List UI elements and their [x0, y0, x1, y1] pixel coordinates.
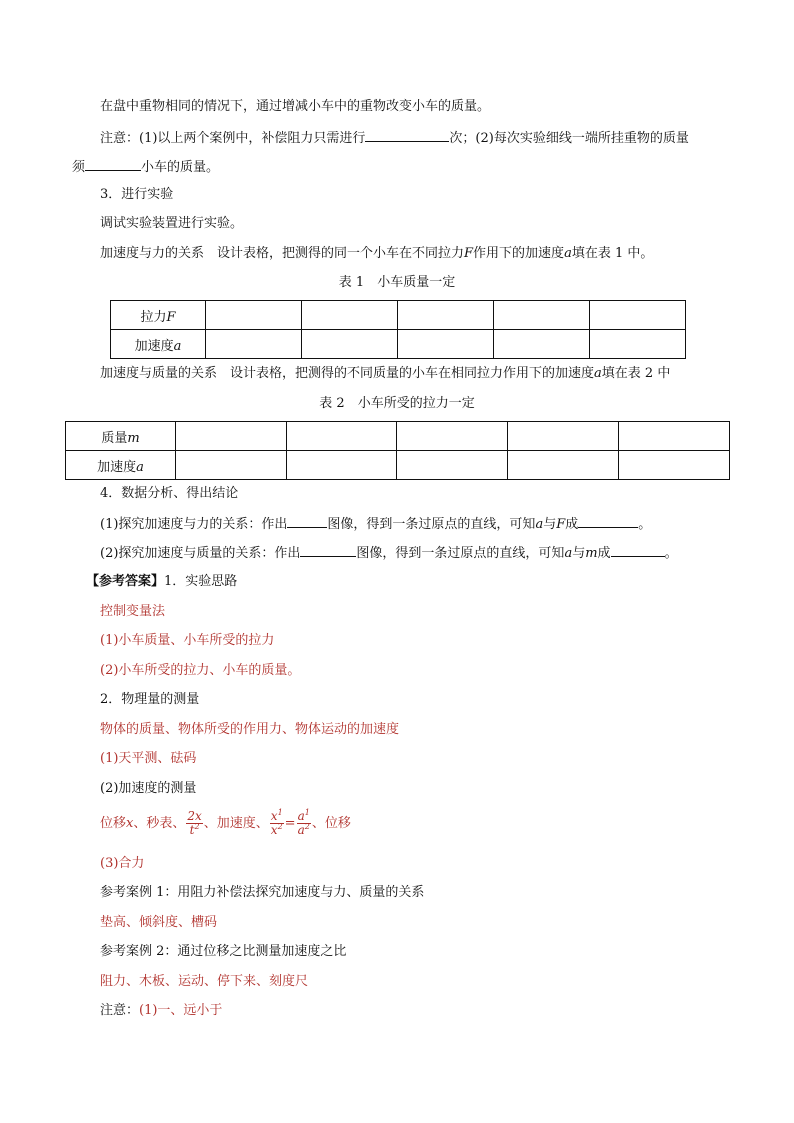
- note-part1: 注意：(1)以上两个案例中，补偿阻力只需进行: [100, 131, 366, 146]
- force-relation-prefix: 加速度与力的关系 设计表格，把测得的同一个小车在不同拉力: [100, 246, 465, 261]
- case1-title: 参考案例 1：用阻力补偿法探究加速度与力、质量的关系: [100, 885, 425, 900]
- mass-relation-prefix: 加速度与质量的关系 设计表格，把测得的不同质量的小车在相同拉力作用下的加速度: [100, 366, 595, 381]
- q1-text-d: 成: [565, 517, 579, 532]
- step2-title: 2．物理量的测量: [100, 692, 200, 707]
- note-line: [100, 128, 689, 148]
- table-cell[interactable]: [590, 330, 686, 359]
- answer-net-force: (3)合力: [100, 856, 145, 871]
- paragraph-mass-change: 在盘中重物相同的情况下，通过增减小车中的重物改变小车的质量。: [100, 99, 491, 114]
- q1-text-e: 。: [638, 517, 652, 532]
- answer-control-variable: 控制变量法: [100, 604, 166, 619]
- answer-header-line: [86, 573, 237, 591]
- step4-title: 4．数据分析、得出结论: [100, 486, 239, 501]
- var-m: m: [585, 546, 598, 561]
- table-cell[interactable]: [508, 451, 619, 480]
- table-cell[interactable]: [287, 451, 397, 480]
- var-x: x: [126, 816, 134, 831]
- table1-row-force: [111, 301, 686, 330]
- case2-answer: 阻力、木板、运动、停下来、刻度尺: [100, 974, 309, 989]
- table1-row-accel: [111, 330, 686, 359]
- step3-text: 调试实验装置进行实验。: [100, 216, 244, 231]
- note-answer-label: 注意：: [100, 1003, 140, 1018]
- table2-label-accel: 加速度a: [66, 451, 176, 480]
- table-cell[interactable]: [494, 301, 590, 330]
- formula-text-a: 位移: [100, 816, 127, 831]
- note-part4: 小车的质量。: [141, 160, 220, 175]
- table-cell[interactable]: [398, 330, 494, 359]
- answer-formula-line: [100, 806, 351, 842]
- fraction-2x-over-t2: $\frac{2x}{t^2}$: [187, 809, 202, 837]
- step3-title: 3．进行实验: [100, 187, 174, 202]
- answer-2: (2)小车所受的拉力、小车的质量。: [100, 663, 301, 678]
- case1-answer: 垫高、倾斜度、槽码: [100, 915, 218, 930]
- answer-step1-title: 1．实验思路: [164, 574, 238, 589]
- var-a: a: [535, 517, 544, 532]
- note-answer-line: [100, 1002, 222, 1020]
- var-f: F: [464, 246, 474, 261]
- table-cell[interactable]: [206, 330, 302, 359]
- table-cell[interactable]: [302, 301, 398, 330]
- force-relation-suffix: 填在表 1 中。: [571, 246, 654, 261]
- blank-compensation-count[interactable]: [365, 128, 449, 142]
- note-part2: 次；(2)每次实验细线一端所挂重物的质量: [449, 131, 689, 146]
- fraction-x1-over-x2: $\frac{x^1}{x^2}$: [270, 808, 283, 837]
- q1-text-b: 图像，得到一条过原点的直线，可知: [327, 517, 536, 532]
- table-cell[interactable]: [619, 422, 730, 451]
- table1-caption: 表 1 小车质量一定: [338, 275, 456, 290]
- q1-text-a: (1)探究加速度与力的关系：作出: [100, 517, 288, 532]
- var-f: F: [556, 517, 566, 532]
- table-cell[interactable]: [176, 451, 287, 480]
- q2-text-c: 与: [572, 546, 586, 561]
- table-cell[interactable]: [590, 301, 686, 330]
- accel-measure-title: (2)加速度的测量: [100, 781, 197, 796]
- note-line-2: [72, 157, 219, 177]
- q2-text-e: 。: [664, 546, 678, 561]
- blank-mass-comparison[interactable]: [85, 157, 141, 171]
- note-part3: 须: [72, 160, 86, 175]
- case2-title: 参考案例 2：通过位移之比测量加速度之比: [100, 944, 347, 959]
- table2-row-mass: [66, 422, 730, 451]
- fraction-a1-over-a2: $\frac{a^1}{a^2}$: [297, 808, 310, 837]
- question-1: [100, 514, 651, 534]
- answer-balance: (1)天平测、砝码: [100, 751, 197, 766]
- force-relation-text: [100, 245, 653, 263]
- question-2: [100, 543, 678, 563]
- q1-text-c: 与: [543, 517, 557, 532]
- blank-relation-2[interactable]: [611, 543, 665, 557]
- table2-label-mass: 质量m: [66, 422, 176, 451]
- force-relation-mid: 作用下的加速度: [473, 246, 565, 261]
- table1-label-accel: 加速度a: [111, 330, 206, 359]
- note-answer: (1)一、远小于: [139, 1003, 223, 1018]
- q2-text-d: 成: [597, 546, 611, 561]
- table-cell[interactable]: [508, 422, 619, 451]
- formula-text-b: 、秒表、: [133, 816, 186, 831]
- formula-text-d: 、位移: [311, 816, 351, 831]
- table2-row-accel: [66, 451, 730, 480]
- q2-text-a: (2)探究加速度与质量的关系：作出: [100, 546, 301, 561]
- table1: [110, 300, 686, 359]
- formula-text-c: 、加速度、: [203, 816, 269, 831]
- var-a: a: [564, 546, 573, 561]
- table-cell[interactable]: [176, 422, 287, 451]
- table-cell[interactable]: [302, 330, 398, 359]
- mass-relation-text: [100, 365, 670, 383]
- table-cell[interactable]: [206, 301, 302, 330]
- answer-header: 【参考答案】: [86, 574, 165, 589]
- var-a: a: [564, 246, 572, 261]
- answer-1: (1)小车质量、小车所受的拉力: [100, 633, 275, 648]
- table-cell[interactable]: [397, 422, 508, 451]
- equals-sign: =: [284, 816, 296, 831]
- table-cell[interactable]: [287, 422, 397, 451]
- table-cell[interactable]: [398, 301, 494, 330]
- table-cell[interactable]: [397, 451, 508, 480]
- var-a: a: [594, 366, 602, 381]
- answer-quantities: 物体的质量、物体所受的作用力、物体运动的加速度: [100, 722, 400, 737]
- table2-caption: 表 2 小车所受的拉力一定: [319, 396, 475, 411]
- table-cell[interactable]: [494, 330, 590, 359]
- blank-relation-1[interactable]: [578, 514, 638, 528]
- blank-graph-2[interactable]: [300, 543, 356, 557]
- blank-graph-1[interactable]: [287, 514, 327, 528]
- q2-text-b: 图像，得到一条过原点的直线，可知: [356, 546, 565, 561]
- table-cell[interactable]: [619, 451, 730, 480]
- mass-relation-suffix: 填在表 2 中: [601, 366, 671, 381]
- table1-label-force: 拉力F: [111, 301, 206, 330]
- table2: [65, 421, 730, 480]
